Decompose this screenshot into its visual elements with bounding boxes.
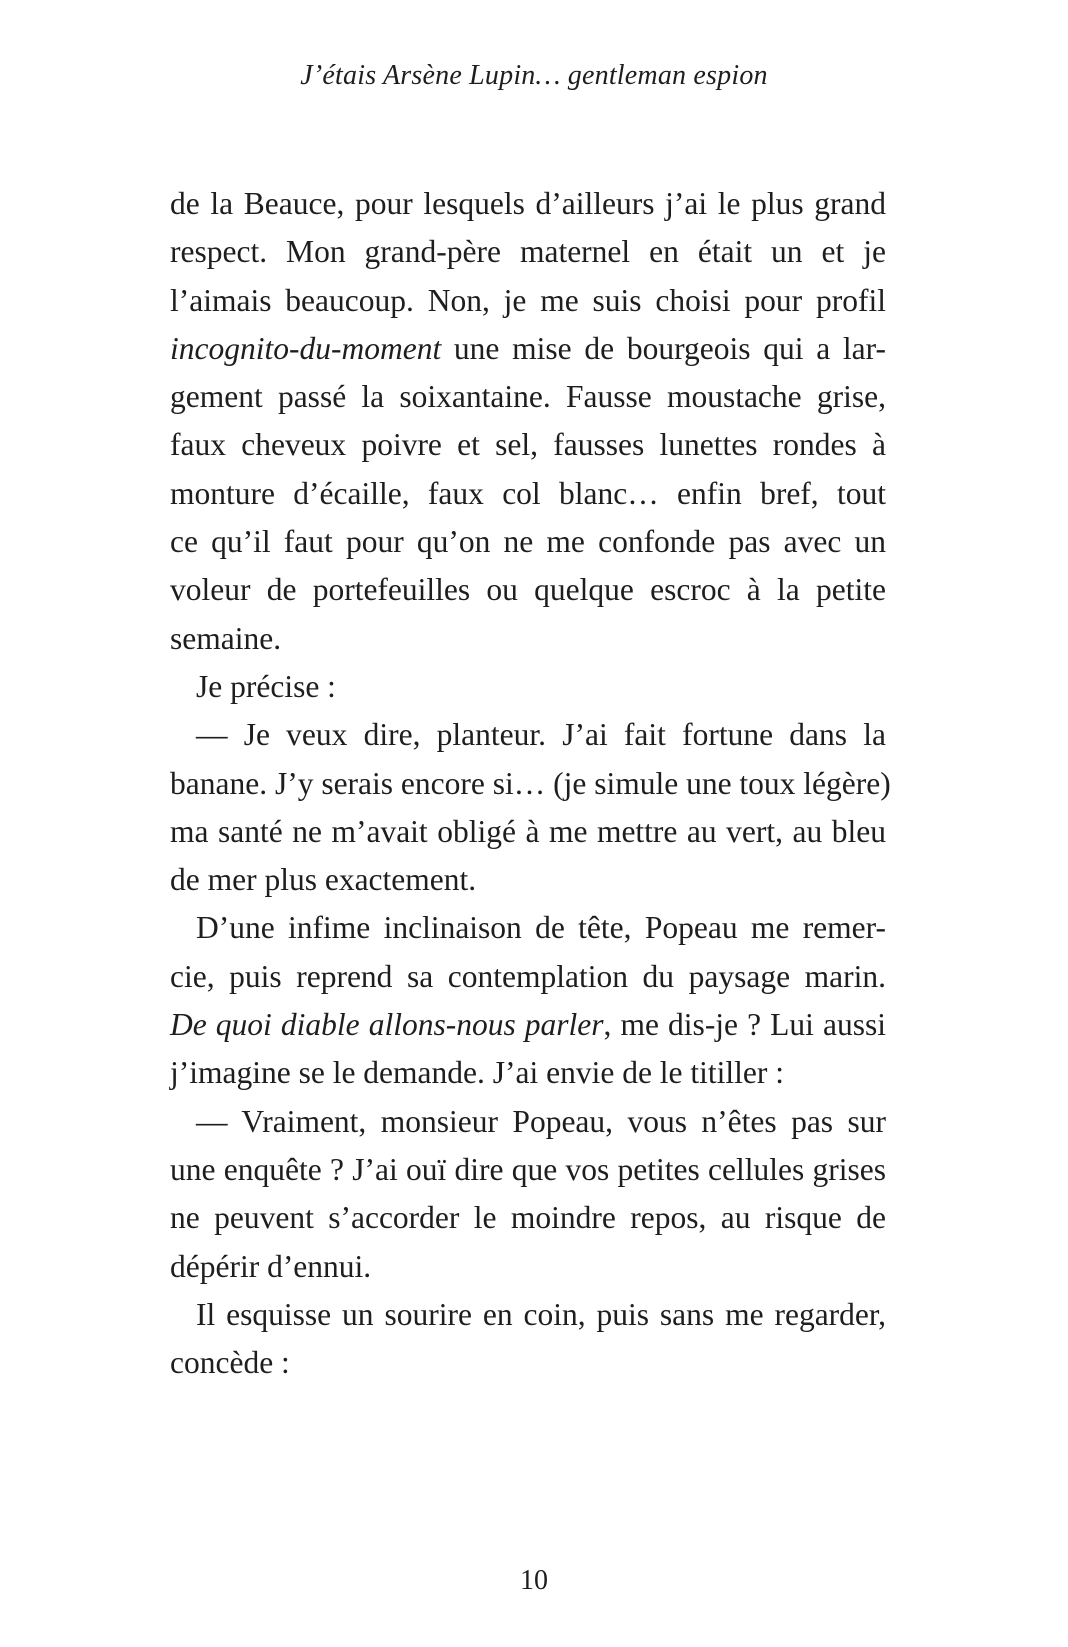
text-line: banane. J’y serais encore si… (je simule une toux légère) (170, 765, 891, 801)
text-line: ce qu’il faut pour qu’on ne me confonde pas avec un (170, 524, 886, 560)
text-line: voleur de portefeuilles ou quelque escroc à la petite (170, 572, 886, 608)
text-line: de mer plus exactement. (170, 862, 477, 898)
text-line: une enquête ? J’ai ouï dire que vos petites cellules grises (170, 1151, 886, 1187)
text-line: Je précise : (196, 668, 336, 704)
text-line: ne peuvent s’accorder le moindre repos, au risque de (170, 1200, 886, 1236)
text-line: D’une infime inclinaison de tête, Popeau me remer- (196, 910, 886, 946)
text-line: concède : (170, 1345, 290, 1381)
running-header: J’étais Arsène Lupin… gentleman espion (300, 60, 768, 91)
page-number: 10 (520, 1565, 548, 1596)
text-line: — Je veux dire, planteur. J’ai fait fortune dans la (196, 717, 886, 753)
text-line: ma santé ne m’avait obligé à me mettre au vert, au bleu (170, 813, 886, 849)
text-line: Il esquisse un sourire en coin, puis sans me regarder, (196, 1296, 886, 1332)
text-line: monture d’écaille, faux col blanc… enfin bref, tout (170, 475, 886, 511)
text-line: l’aimais beaucoup. Non, je me suis choisi pour profil (170, 282, 886, 318)
text-line: semaine. (170, 620, 282, 656)
text-line: — Vraiment, monsieur Popeau, vous n’êtes pas sur (196, 1103, 886, 1139)
text-line: j’imagine se le demande. J’ai envie de le titiller : (170, 1055, 785, 1091)
text-line: gement passé la soixantaine. Fausse moustache grise, (170, 379, 886, 415)
italic-phrase: incognito-du-moment (170, 330, 442, 366)
italic-phrase: De quoi diable allons-nous parler (170, 1007, 604, 1043)
text-line: dépérir d’ennui. (170, 1248, 372, 1284)
text-line: faux cheveux poivre et sel, fausses lunettes rondes à (170, 427, 886, 463)
text-line: respect. Mon grand-père maternel en était un et je (170, 234, 886, 270)
text-line: De quoi diable allons-nous parler, me dis-je ? Lui aussi (170, 1007, 886, 1043)
body-text (170, 180, 891, 1387)
text-line: de la Beauce, pour lesquels d’ailleurs j’ai le plus grand (170, 186, 886, 221)
text-line: incognito-du-moment une mise de bourgeois qui a lar- (170, 330, 886, 366)
text-line: cie, puis reprend sa contemplation du paysage marin. (170, 958, 886, 994)
